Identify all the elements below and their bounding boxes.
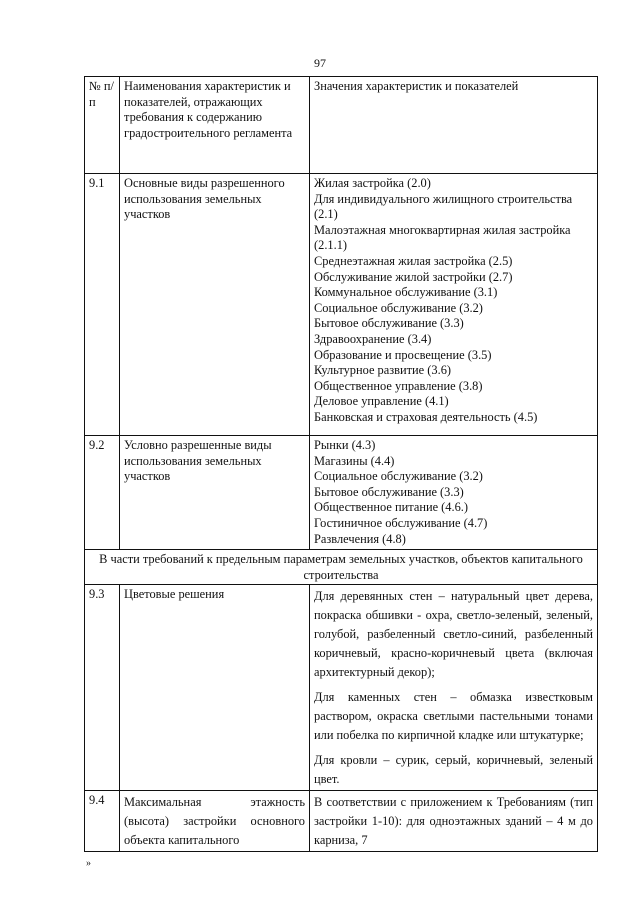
row-values: В соответствии с приложением к Требованиям (тип застройки 1-10): для одноэтажных зданий – 4 м до карниза, 7 <box>310 791 598 852</box>
row-num: 9.1 <box>85 174 120 436</box>
list-item: Здравоохранение (3.4) <box>314 331 432 346</box>
table-row <box>85 791 598 852</box>
list-item: Обслуживание жилой застройки (2.7) <box>314 269 513 284</box>
table-row <box>85 585 598 791</box>
row-num: 9.4 <box>85 791 120 852</box>
paragraph-stone: Для каменных стен – обмазка известковым раствором, окраска светлыми пастельными тонами или побелка по кирпичной кладке или штукатурке; <box>314 690 593 743</box>
paragraph-wood: Для деревянных стен – натуральный цвет дерева, покраска обшивки - охра, светло-зеленый, зеленый, голубой, разбеленный светло-синий, разбеленный коричневый, красно-коричневый цвета (включая архитектурный декор); <box>314 589 593 680</box>
section-title: В части требований к предельным параметрам земельных участков, объектов капитального строительства <box>85 550 598 585</box>
footer-mark: » <box>86 858 91 869</box>
header-value: Значения характеристик и показателей <box>310 77 598 174</box>
list-item: Бытовое обслуживание (3.3) <box>314 316 464 331</box>
row-num: 9.2 <box>85 436 120 550</box>
list-item: Банковская и страховая деятельность (4.5) <box>314 409 538 424</box>
row-values <box>310 174 598 436</box>
requirements-table <box>84 76 598 852</box>
list-item: Общественное управление (3.8) <box>314 378 483 393</box>
page-number: 97 <box>314 56 326 70</box>
list-item: Коммунальное обслуживание (3.1) <box>314 285 498 300</box>
list-item: Общественное питание (4.6.) <box>314 500 469 515</box>
row-values <box>310 436 598 550</box>
list-item: Деловое управление (4.1) <box>314 394 449 409</box>
table-row <box>85 436 598 550</box>
value-list <box>314 438 593 547</box>
header-num: № п/п <box>85 77 120 174</box>
list-item: Культурное развитие (3.6) <box>314 363 452 378</box>
row-num: 9.3 <box>85 585 120 791</box>
list-item: Магазины (4.4) <box>314 453 395 468</box>
row-name: Максимальная этажность (высота) застройки основного объекта капитального <box>120 791 310 852</box>
row-name: Цветовые решения <box>120 585 310 791</box>
list-item: Образование и просвещение (3.5) <box>314 347 492 362</box>
list-item: Гостиничное обслуживание (4.7) <box>314 515 488 530</box>
row-values <box>310 585 598 791</box>
list-item: Малоэтажная многоквартирная жилая застройка (2.1.1) <box>314 222 571 253</box>
table-row <box>85 174 598 436</box>
row-name: Основные виды разрешенного использования земельных участков <box>120 174 310 436</box>
list-item: Рынки (4.3) <box>314 438 376 452</box>
list-item: Социальное обслуживание (3.2) <box>314 300 483 315</box>
list-item: Бытовое обслуживание (3.3) <box>314 484 464 499</box>
header-name: Наименования характеристик и показателей, отражающих требования к содержанию градостроительного регламента <box>120 77 310 174</box>
table-header-row <box>85 77 598 174</box>
list-item: Социальное обслуживание (3.2) <box>314 469 483 484</box>
value-list <box>314 176 593 426</box>
paragraph-roof: Для кровли – сурик, серый, коричневый, зеленый цвет. <box>314 753 593 787</box>
list-item: Жилая застройка (2.0) <box>314 176 431 190</box>
section-row <box>85 550 598 585</box>
list-item: Развлечения (4.8) <box>314 531 406 546</box>
row-name: Условно разрешенные виды использования земельных участков <box>120 436 310 550</box>
list-item: Среднеэтажная жилая застройка (2.5) <box>314 253 513 268</box>
list-item: Для индивидуального жилищного строительства (2.1) <box>314 191 573 222</box>
